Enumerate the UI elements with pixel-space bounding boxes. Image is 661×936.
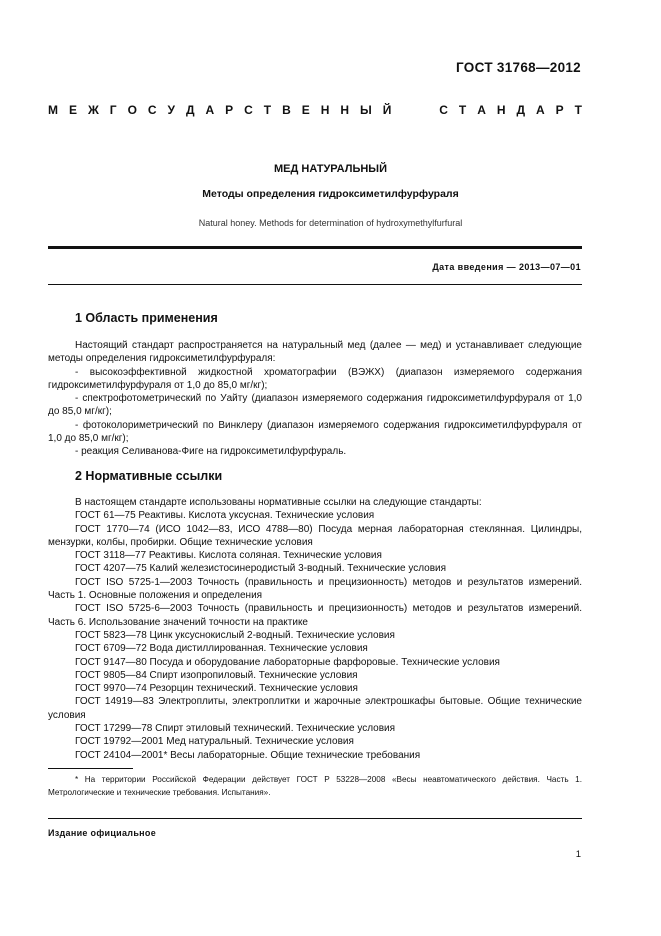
thin-divider [48,284,582,285]
reference-item: ГОСТ 5823—78 Цинк уксуснокислый 2-водный. Технические условия [75,629,395,641]
reference-item: ГОСТ 9147—80 Посуда и оборудование лабораторные фарфоровые. Технические условия [75,656,500,668]
document-title: МЕД НАТУРАЛЬНЫЙ [274,163,387,175]
letter: Ж [87,103,99,117]
interstate-standard-heading [48,103,582,117]
letter: А [205,103,215,117]
letter: Н [340,103,349,117]
list-item: - высокоэффективной жидкостной хроматографии (ВЭЖХ) (диапазон измеряемого содержания гидроксиметилфурфураля от 1,0 до 85,0 мг/кг); [48,366,582,391]
letter: А [536,103,545,117]
paragraph: В настоящем стандарте использованы нормативные ссылки на следующие стандарты: [75,497,482,508]
letter: В [282,103,291,117]
document-subtitle: Методы определения гидроксиметилфурфураля [202,188,459,200]
letter: Р [225,103,234,117]
reference-item: ГОСТ 4207—75 Калий железистосинеродистый 3-водный. Технические условия [75,563,447,575]
letter: У [167,103,175,117]
letter: Д [185,103,195,117]
letter: С [244,103,253,117]
section-2-body [48,496,582,762]
reference-item: ГОСТ 9805—84 Спирт изопропиловый. Технические условия [75,669,358,681]
introduction-date: Дата введения — 2013—07—01 [432,262,581,272]
edition-label: Издание официальное [48,828,157,838]
bottom-divider [48,818,582,819]
reference-item: ГОСТ 61—75 Реактивы. Кислота уксусная. Технические условия [75,510,375,522]
letter: С [147,103,157,117]
letter: Г [109,103,117,117]
footnote [48,773,582,799]
reference-item: ГОСТ 9970—74 Резорцин технический. Технические условия [75,683,358,695]
thick-divider [48,246,582,249]
letter: Т [263,103,272,117]
english-title: Natural honey. Methods for determination of hydroxymethylfurfural [198,218,463,228]
letter: Р [555,103,564,117]
reference-item: ГОСТ 17299—78 Спирт этиловый технический. Технические условия [75,723,396,735]
list-item: - спектрофотометрический по Уайту (диапазон измеряемого содержания гидроксиметилфурфураля от 1,0 до 85,0 мг/кг); [48,393,582,418]
letter: Т [574,103,582,117]
reference-item: ГОСТ 24104—2001* Весы лабораторные. Общие технические требования [75,749,421,761]
document-code: ГОСТ 31768—2012 [456,60,581,75]
reference-item: ГОСТ 1770—74 (ИСО 1042—83, ИСО 4788—80) Посуда мерная лабораторная стеклянная. Цилиндры, мензурки, колбы, пробирки. Общие технические условия [48,523,582,548]
reference-item: ГОСТ 6709—72 Вода дистиллированная. Технические условия [75,643,368,655]
letter: Д [516,103,526,117]
section-2-heading: 2 Нормативные ссылки [75,469,223,483]
letter: Й [382,103,392,117]
letter: Е [301,103,310,117]
letter: С [439,103,448,117]
word-gap [402,103,428,117]
reference-item: ГОСТ ISO 5725-6—2003 Точность (правильность и прецизионность) методов и результатов измерений. Часть 6. Использование значений точности на практике [48,603,582,628]
reference-item: ГОСТ 3118—77 Реактивы. Кислота соляная. Технические условия [75,550,382,562]
letter: Е [68,103,77,117]
letter: М [48,103,58,117]
reference-item: ГОСТ ISO 5725-1—2003 Точность (правильность и прецизионность) методов и результатов измерений. Часть 1. Основные положения и определения [48,576,582,602]
reference-item: ГОСТ 14919—83 Электроплиты, электроплитки и жарочные электрошкафы бытовые. Общие технические условия [48,696,582,721]
list-item: - реакция Селиванова-Фиге на гидроксиметилфурфураль. [75,446,347,458]
letter: Н [320,103,330,117]
page-number: 1 [575,849,581,860]
letter: О [127,103,137,117]
section-1-body [48,339,582,459]
footnote-text: * На территории Российской Федерации действует ГОСТ Р 53228—2008 «Весы неавтоматического действия. Часть 1. Метрологические и технические требования. Испытания». [48,775,582,797]
letter: Ы [359,103,372,117]
footnote-rule [48,768,133,769]
letter: А [477,103,486,117]
reference-item: ГОСТ 19792—2001 Мед натуральный. Технические условия [75,736,354,748]
section-1-heading: 1 Область применения [75,311,218,325]
letter: Т [458,103,467,117]
list-item: - фотоколориметрический по Винклеру (диапазон измеряемого содержания гидроксиметилфурфураля от 1,0 до 85,0 мг/кг); [48,419,582,445]
paragraph: Настоящий стандарт распространяется на натуральный мед (далее — мед) и устанавливает следующие методы определения гидроксиметилфурфураля: [48,340,582,365]
letter: Н [496,103,506,117]
